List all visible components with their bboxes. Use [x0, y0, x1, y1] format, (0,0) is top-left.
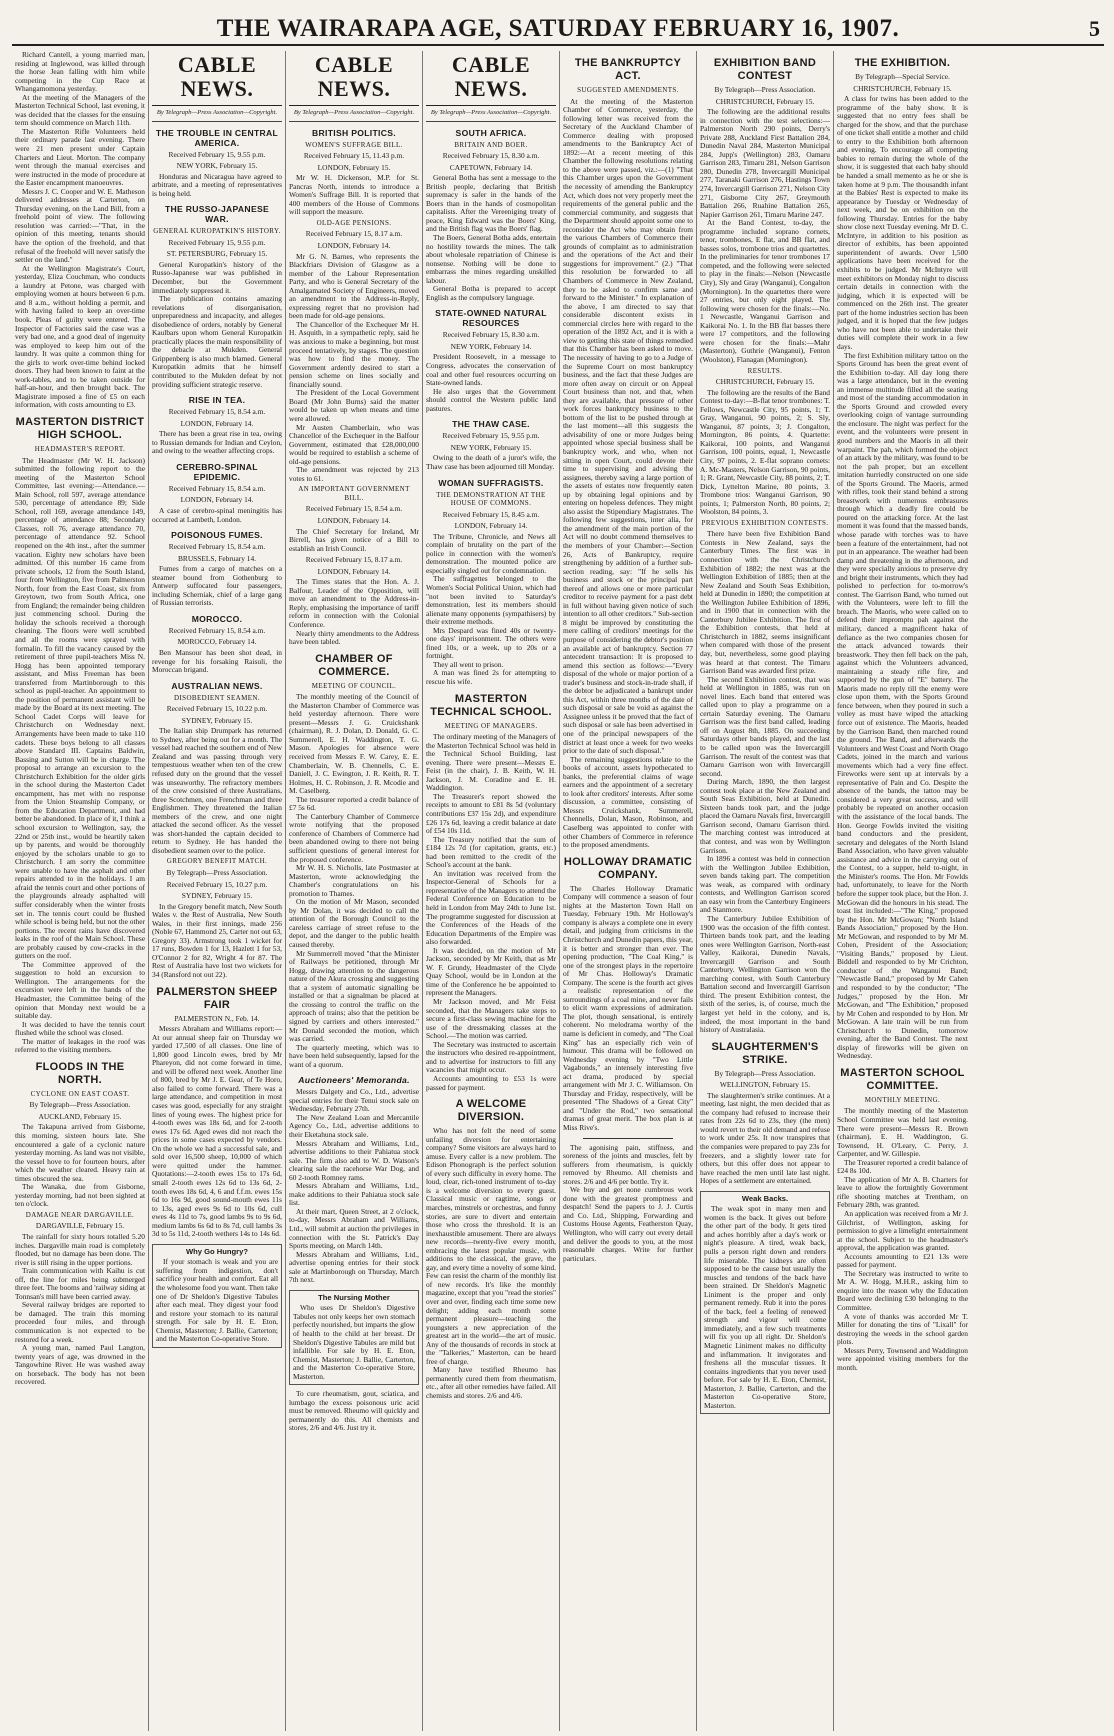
news-paragraph: An application was received from a Mr J. Gilchrist, of Wellington, asking for permission to give a limelight entertainment at the school. Subject to the headmaster's approval, the application was granted. [837, 1209, 968, 1253]
news-paragraph: The Chief Secretary for Ireland, Mr Birrell, has given notice of a Bill to establish an Irish Council. [289, 526, 419, 553]
news-paragraph: The President of the Local Government Board (Mr John Burns) said the matter would be taken up when means and time were allowed. [289, 388, 419, 423]
received-line: Received February 15, 9.55 p.m. [442, 431, 540, 441]
article-subheading: GREGORY BENEFIT MATCH. [166, 857, 268, 866]
news-paragraph: The Canterbury Jubilee Exhibition of 1900 was the occasion of the fifth contest. Thirteen bands took part, and the leading ones were Wellington Garrison, North-east Valley, Kaikorai, Dunedin Navals, Invercargill Garrison and South Canterbury. Wellington Garrison won the marching contest, with South Canterbury Battalion second and Invercargill Garrison third. The present Exhibition contest, the sixth of the series, is, of course, much the largest yet held in the colony, and is, indeed, the most important in the band history of Australasia. [700, 913, 830, 1035]
news-paragraph: Accounts amounting to £21 13s were passed for payment. [837, 1251, 968, 1270]
news-paragraph: During March, 1890, the then largest contest took place at the New Zealand and South Seas Exhibition, held at Dunedin. Sixteen bands took part, and the judge placed the Oamaru Navals first, Invercargill Garrison second, Oamaru Garrison third. The marching contest was introduced at that contest, and was won by Wellington Garrison. [700, 777, 830, 855]
news-paragraph: Honduras and Nicaragua have agreed to arbitrate, and a meeting of representatives is being held. [152, 171, 282, 198]
article-headline: BRITISH POLITICS. [312, 127, 396, 138]
advertisement-heading: The Nursing Mother [318, 1292, 390, 1302]
news-paragraph: Mr Summerrell moved "that the Minister of Railways be petitioned, through Mr Hogg, drawing attention to the dangerous nature of the Akura crossing and suggesting that a system of automatic signalling be installed or that a signalman be placed at the crossing to control the traffic on the approach of trains; also that the petition be signed by carriers and others interested." Mr Donald seconded the motion, which was carried. [289, 948, 419, 1044]
article-headline: MOROCCO. [191, 613, 243, 624]
article-headline: EXHIBITION BAND CONTEST [713, 57, 817, 82]
article-headline: AUSTRALIAN NEWS. [171, 680, 263, 691]
advertisement-text: Who uses Dr Sheldon's Digestive Tabules not only keeps her own stomach perfectly nourished, but imparts the glow of health to the child at her breast. Dr Sheldon's Digestive Tabules are mild but infallible. For sale by H. E. Eton, Chemist, Masterton; J. Ballie, Carterton, and the Masterton Co-operative Store, Masterton. [293, 1303, 415, 1381]
article-headline: MASTERTON SCHOOL COMMITTEE. [840, 1066, 965, 1092]
dateline: DARGAVILLE, February 15. [35, 1221, 125, 1231]
column-7 [834, 51, 971, 1731]
newspaper-title: THE WAIRARAPA AGE, SATURDAY FEBRUARY 16, 1907. [216, 15, 900, 42]
byline: By Telegraph—Press Association. [714, 1068, 816, 1078]
byline: By Telegraph—Press Association—Copyright. [289, 109, 419, 122]
news-paragraph: General Kuropatkin's history of the Russo-Japanese war was published in December, but the Government immediately suppressed it. [152, 259, 282, 295]
news-paragraph: The second Exhibition contest, that was held at Wellington in 1885, was run on novel lines. Each band that entered was called upon to play a programme on a certain Saturday evening. The Oamaru Garrison was the first band called, leading off on August 8th, 1885. On succeeding Saturdays other bands played, and the last to be called upon was the Invercargill Garrison. The result of the contest was that Oamaru Garrison won with Invercargill second. [700, 674, 830, 778]
dateline: MOROCCO, February 14. [177, 637, 257, 647]
article-headline: CHAMBER OF COMMERCE. [315, 652, 393, 678]
advertisement [700, 1191, 830, 1415]
news-paragraph: At the meeting of the Masterton Chamber of Commerce, yesterday, the following letter was received from the Secretary of the Auckland Chamber of Commerce dealing with proposed amendments to the Bankruptcy Act of 1892:—At a recent meeting of this Chamber the following resolutions relating to the above were passed, viz.:—(1) "That this Chamber urges upon the Government the necessity of amending the Bankruptcy Act, which does not very properly meet the requirements of the general public and the commercial community, and suggests that the Department should appoint some one to reconsider the Act who may obtain from the various Chambers of Commerce their grounds of complaint as to administration and the operations of the Act and their suggestions for improvement." (2.) "That this resolution be forwarded to all Chambers of Commerce in New Zealand, they to be asked to confirm same and forward to the Minister." In explanation of the above, I am directed to say that considerable discontent exists in commercial circles here with regard to the operation of the 1892 Act, and it is with a view to getting this state of things remedied that this Chamber has been asked to move. The necessity of having to go to a Judge of the Supreme Court on most bankruptcy business, and the fact that these Judges are more often away on circuit or on Appeal Court business than not, and that, when they are available, that pressure of other work forces bankruptcy business to the bottom of the list to be pushed through at the last moment—all this suggests the advisability of one or more Judges being appointed whose special business shall be bankruptcy work, and who, when not sitting in open Court, could devote their time to supervising and advising the assignees, thereby saving a large portion of the assets of estates now frequently eaten up by obtaining legal opinions and by entering on hopeless defences. They might also assist the Stipendiary Magistrates. The following few suggestions, inter alia, for the amendment of the main portion of the Act will no doubt commend themselves to the members of your Chamber:—Section 26, Acts of Bankruptcy, require strengthening by addition of a further sub-section reading, say: "If he sells his business and stock or the principal part thereof and allows one or more particular creditor to receive payment for a past debt in full without having given notice of such intention to all other creditors." Sub-section 8 might be improved by constituting the mere calling of creditors' meetings for the purpose of considering the debtor's position an available act of bankruptcy. Section 77 antecedent transaction: It is proposed to amend this section as follows:—"Every disposal of the whole or major portion of a trader's business and stock-in-trade shall, if the debtor be adjudicated a bankrupt under this Act, within three months of the date of such disposal or sale be void as against the Assignee unless it be proved that the fact of such disposal or sale has been advertised in one of the principal newspapers of the district at least once a week for two weeks prior to the date of such disposal." [563, 96, 693, 756]
article-headline: MASTERTON TECHNICAL SCHOOL. [430, 692, 552, 718]
dateline: CHRISTCHURCH, February 15. [715, 96, 815, 106]
news-paragraph: The treasurer reported a credit balance of £7 5s 6d. [289, 794, 419, 813]
news-paragraph: The Canterbury Chamber of Commerce wrote notifying that the proposed conference of Chambers of Commerce had been abandoned owing to there not being sufficient questions of general interest for the proposed conference. [289, 811, 419, 864]
advertisement [289, 1290, 419, 1385]
byline: By Telegraph—Press Association. [166, 868, 268, 877]
article-subheading: OLD-AGE PENSIONS. [316, 218, 392, 227]
section-banner: CABLE NEWS. [152, 51, 282, 106]
news-paragraph: In the Gregory benefit match, New South Wales v. the Rest of Australia, New South Wales, in their first innings, made 256 (Noble 67, Hammond 25, Carter not out 63, Gregory 33). Armstrong took 1 wicket for 17 runs, Bowden 1 for 13, Hazlett 1 for 53, O'Connor 2 for 82, Wright 4 for 87. The Rest of Australia have lost two wickets for 34 (Ransford not out 22). [152, 901, 282, 980]
advertisement-text: If your stomach is weak and you are suffering from indigestion, don't sacrifice your health and comfort. Eat all the wholesome food you want. Then take one of Dr Sheldon's Digestive Tabules after each meal. They digest your food and restore your stomach to its natural strength. For sale by H. E. Eton, Chemist, Masterton; J. Ballie, Carterton; and the Masterton Co-operative Store. [156, 1257, 278, 1344]
article-headline: FLOODS IN THE NORTH. [35, 1060, 125, 1086]
news-paragraph: A vote of thanks was accorded Mr T. Miller for donating the tins of "Lixall" for destroying the weeds in the school garden plots. [837, 1311, 968, 1347]
divider [583, 1138, 673, 1139]
dateline: ST. PETERSBURG, February 15. [166, 249, 268, 259]
news-paragraph: In 1896 a contest was held in connection with the Wellington Jubilee Exhibition, seven bands taking part. The competition was weak, as compared with ordinary contests, and Wellington Garrison scored an easy win from the Canterbury Engineers and Stanmore. [700, 854, 830, 915]
news-paragraph: The monthly meeting of the Council of the Masterton Chamber of Commerce was held yesterday afternoon. There were present—Messrs J. G. Cruickshank (chairman), R. J. Dolan, D. Donald, G. C. Summerell, E. H. Waddington, T. G. Mason. Apologies for absence were received from Messrs F. W. Carey, E. E. Chamberlain, W. B. Chennells, C. E. Daniell, J. C. Ewington, J. R. Keith, R. T. Holmes, H. C. Robinson, J. R. Mcodie and M. Caselberg. [289, 692, 419, 796]
article-subheading: DAMAGE NEAR DARGAVILLE. [25, 1210, 135, 1219]
news-paragraph: The Headmaster (Mr W. H. Jackson) submitted the following report to the meeting of the Masterton School Committee, last evening:—Attendance.—Main School, roll 597, average attendance 530, percentage of attendance 89; Side School, roll 169, average attendance 149, percentage of attendance 88; Secondary Classes, roll 76, average attendance 70, percentage of attendance 92. School reopened on the 4th inst., after the summer vacation. Eighty new scholars have been admitted. Of this number 16 came from private schools, 12 from the South Island, four from Wellington, five from Palmerston North, four from the East Coast, six from Greytown, two from South Africa, one from England; the remainder being children just commencing school. During the holiday the schools received a thorough cleaning. The floors were well scrubbed and all the rooms were sprayed with formalin. To fill the vacancy caused by the retirement of three pupil-teachers Miss N. Hogg has been appointed temporary assistant, and Miss Freeman has been transferred from Martinborough to this school as pupil-teacher. An appointment to the position of permanent assistant will be made by the Board at its next meeting. The School Cadet Corps will leave for Christchurch on Wednesday next. Arrangements have been made to take 110 cadets. These boys belong to all classes above Standard III. Captains Baldwin, Bassing and Sutton will be in charge. The proposal to arrange an excursion to the Christchurch Exhibition for the older girls in the school during the Masterton Cadet encampment, has met with no response from the Union Steamship Company, or from the Education Department, and had better be abandoned. In place of it, I think a school excursion to Wellington, say, the 22nd or 25th inst., would be heartily taken up by parents, and would be thoroughly enjoyed by the scholars unable to go to Christchurch. I am sorry the committee were unable to have the asphalt and other repairs attended to in the holidays. I am afraid the tennis court and other portions of the playgrounds already asphalted will suffer considerably when the winter frosts set in. The tennis court could be flushed while school is being held, but not the other portions. The recent rains have discovered leaks in the roof of the Main School. These are probably caused by cow-cracks in the gutters on the roof. [15, 455, 145, 961]
dateline: SYDNEY, February 15. [181, 891, 253, 901]
dateline: LONDON, February 15. [317, 162, 391, 172]
news-paragraph: The following are the results of the Band Contest to-day:—B-flat tenor trombones: T. Fellows, Newcastle City, 95 points, 1; T. Gray, Wanganui, 90 points, 2; S. Sly, Wanganui, 87 points, 3; J. Congalton, Mornington, 86 points, 4. Quartette: Kaikorai, 100 points, and Wanganui Garrison, 100 points, equal, 1, Newcastle City, 97 points, 2. E-flat soprano cornets: A. Mc-Masters, Nelson Garrison, 90 points, 1; R. Grant, Newcastle City, 88 points, 2; T. Dick, Lyttelton Marine, 80 points, 3. Trombone trios: Wanganui Garrison, 90 points, 1; Palmerston North, 80 points, 2; Woolston, 84 points, 3. [700, 387, 830, 517]
news-paragraph: General Botha has sent a message to the British people, declaring that British supremacy is safer in the hands of the Boers than in the hands of cosmopolitan capitalists. After the Vereeniging treaty of peace, King Edward was the Boers' King, and the British flag was the Boers' flag. [426, 173, 556, 234]
received-line: Received February 15, 8.54 a.m. [305, 504, 403, 514]
news-paragraph: At their mart, Queen Street, at 2 o'clock, to-day, Messrs Abraham and Williams, Ltd., will submit at auction the privileges in connection with the St. Patrick's Day Sports meeting, on March 14th. [289, 1206, 419, 1251]
received-line: Received February 15, 11.43 p.m. [303, 151, 405, 161]
column-4 [423, 51, 560, 1731]
news-paragraph: It was decided to have the tennis court flushed while the school was closed. [15, 1019, 145, 1038]
received-line: Received February 15, 9.55 p.m. [168, 237, 266, 247]
news-paragraph: An invitation was received from the Inspector-General of Schools for a representative of the Managers to attend the Federal Conference on Education to be held in London from May 24th to June 1st. The programme suggested for discussion at the Conferences of the Heads of the Education Departments of the Empire was also forwarded. [426, 868, 556, 947]
dateline: NEW YORK, February 15. [450, 442, 532, 452]
article-subheading: PREVIOUS EXHIBITION CONTESTS. [701, 518, 829, 527]
news-paragraph: Train communication with Kaihu is cut off, the line for miles being submerged three feet. The booms and 'railway siding at Tonnsan's mill have been carried away. [15, 1266, 145, 1301]
news-paragraph: The Secretary was instructed to ascertain the instructors who desired re-appointment, and to advertise for instructors to fill any vacancies that might occur. [426, 1039, 556, 1075]
news-paragraph: The Committee approved of the suggestion to hold an excursion to Wellington. The arrangements for the excursion were left in the hands of the Headmaster, the Committee being of the opinion that Monday next would be a suitable day. [15, 959, 145, 1021]
news-paragraph: Messrs J. C. Cooper and W. E. Matheson delivered addresses at Carterton, on Thursday evening, on the Land Bill, from a freehold point of view. The following resolution was carried:—"That, in the opinion of this meeting, tenants should have the option of the freehold, and that refusal of the freehold will never satisfy the settler on the land." [15, 186, 145, 265]
news-paragraph: The Italian ship Drumpark has returned to Sydney, after being out for a month. The vessel had reached the southern end of New Zealand and was passing through very tempestuous weather when ten of the crew refused duty on the ground that the vessel was unseaworthy. The refractory members of the crew consisted of three Australians, three Scotchmen, one Frenchman and three Englishmen. They threatened the Italian members of the crew, and one night attacked the second officer. As the vessel was short-handed the captain decided to return to Sydney. He has handed the disobedient seamen over to the police. [152, 726, 282, 855]
advertisement-text: We buy and get none cumbrous work done with the greatest promptness and despatch! Send the papers to J. J. Curtis and Co. Ltd., Shipping, Forwarding and Customs House Agents, Featherston Quay, Wellington, who will carry out every detail and deliver the goods to you, at the most reasonable charges. Write for further particulars. [563, 1185, 693, 1263]
article-subheading: DISOBEDIENT SEAMEN. [173, 693, 261, 702]
news-paragraph: Ben Mansour has been shot dead, in revenge for his forsaking Raisuli, the Moroccan brigand. [152, 647, 282, 675]
advertisement-text: The agonising pain, stiffness, and soreness of the joints and muscles, felt by sufferers from rheumatism, is quickly removed by Rheumo. All chemists and stores. 2/6 and 4/6 per bottle. Try it. [563, 1142, 693, 1186]
advertisement-text: To cure rheumatism, gout, sciatica, and lumbago the excess poisonous uric acid must be removed. Rheumo will quickly and permanently do this. All chemists and stores, 2/6 and 4/6. Just try it. [289, 1389, 419, 1433]
advertisement [152, 1244, 282, 1348]
dateline: PALMERSTON N., Feb. 14. [174, 1013, 260, 1023]
dateline: CHRISTCHURCH, February 15. [715, 377, 815, 387]
article-headline: Auctioneers' Memoranda. [298, 1075, 410, 1086]
news-paragraph: The ordinary meeting of the Managers of the Masterton Technical School was held in the Technical School Building, last evening. There were present—Messrs E. Feist (in the chair), J. B. Keith, W. H. Jackson, J. M. Coradine and E. H. Waddington. [426, 732, 556, 793]
section-banner: CABLE NEWS. [426, 51, 556, 106]
news-paragraph: The Times states that the Hon. A. J. Balfour, Leader of the Opposition, will move an amendment to the Address-in-Reply, emphasising the importance of tariff reform in connection with the Colonial Conference. [289, 577, 419, 629]
news-paragraph: At the Band Contest, to-day, the programme included soprano cornets, tenor, trombones, E flat, and BB flat, and basses solos, trombone trios and quartettes. In the preliminaries for tenor trombones 17 competed, and the following were selected to play in the finals:—Nelson (Newcastle City), Sly and Gray (Wanganui), Congalton (Mornington). In the quartettes there were 27 entries, but only eight played. The following were chosen for the finals:—No. 1 Newcastle, Wanganui Garrison and Kaikorai No. 1. In the BB flat basses there were 17 competitors, and the following were chosen for the finals:—Mahr (Masterton), Guthrie (Wanganui), Fenton (Woolston), Flanagan (Mornington). [700, 218, 830, 364]
news-paragraph: The publication contains amazing revelations of disorganisation, unpreparedness and incapacity, and alleges disobedience of orders, notably by General Kaulbars upon whom General Kuropatkin practically places the main responsibility of the debacle at Mukden. General Grippenberg is also much blamed. General Kuropatkin admits that he himself contributed to the Mukden defeat by not providing sufficient strategic reserve. [152, 294, 282, 389]
news-paragraph: Messrs Abraham and Williams, Ltd., make additions to their Pahiatua stock sale list. [289, 1181, 419, 1208]
article-headline: SOUTH AFRICA. [455, 127, 527, 138]
advertisement-heading: Weak Backs. [741, 1193, 789, 1203]
news-paragraph: A case of cerebro-spinal meningitis has occurred at Lambeth, London. [152, 505, 282, 524]
news-paragraph: Mr Jackson moved, and Mr Feist seconded, that the Managers take steps to secure a first-class sewing machine for the use of the dressmaking classes at the School.—The motion was carried. [426, 997, 556, 1041]
received-line: Received February 15, 8.30 a.m. [442, 330, 540, 340]
dateline: LONDON, February 14. [317, 515, 391, 525]
page-number: 5 [1089, 16, 1100, 41]
news-paragraph: Messrs Dalgety and Co., Ltd., advertise special entries for their Tenui stock sale on Wednesday, February 27th. [289, 1087, 419, 1114]
news-paragraph: The Treasurer reported a credit balance of £24 8s 10d. [837, 1157, 968, 1176]
news-paragraph: The application of Mr A. B. Charters for leave to allow the fortnightly Government rifle shooting matches at Trentham, on February 28th, was granted. [837, 1174, 968, 1210]
article-subheading: AN IMPORTANT GOVERNMENT BILL. [298, 485, 410, 502]
news-paragraph: Owing to the death of a juror's wife, the Thaw case has been adjourned till Monday. [426, 453, 556, 471]
news-paragraph: Who has not felt the need of some unfailing diversion for entertaining company? Some visitors are always hard to amuse. Every caller is a new problem. The Edison Phonograph is the perfect solution of every such difficulty in every home. The loud, clear, rich-toned instrument of to-day is a welcome diversion to every guest. Classical music or ragtime, songs or marches, minstrels or orchestras, and funny stories, are sure to divert and entertain those who cross the threshold. It is an inexhaustible amusement. There are always new records—twenty-five every month, embracing the latest popular music, with additions to the classical, the grave, the gay, and every time a novelty of some kind. Few can resist the charm of the monthly list of new records. It's like the monthly magazine, except that you "read the stories" over and over, finding each time some new delight; adding each month some permanent pleasure—teaching the youngsters a new appreciation of the greatest art in the world—the art of music. Any of the thousands of records in stock at the "Talkeries," Masterton, can be heard free of charge. [426, 1126, 556, 1366]
dateline: SYDNEY, February 15. [181, 715, 253, 725]
byline: By Telegraph—Special Service. [855, 72, 950, 81]
received-line: Received February 15, 8.54 a.m. [168, 625, 266, 635]
news-paragraph: There have been five Exhibition Band Contests in New Zealand, says the Canterbury Times. The first was in connection with the Christchurch Exhibition of 1882; the next was at the Wellington Exhibition of 1885; then at the New Zealand and South Seas Exhibition, held at Dunedin in 1890; the competition at the Wellington Jubilee Exhibition of 1896, and in 1900 that in connection with the Canterbury Jubilee Exhibition. The first of the Exhibition contests, that held at Christchurch in 1882, seems insignificant when compared with those of the present day, but, nevertheless, some good playing was heard at that contest. The Timaru Garrison Band was awarded first prize. [700, 529, 830, 676]
article-subheading: RESULTS. [747, 366, 783, 375]
news-paragraph: The Tribune, Chronicle, and News all complain of brutality on the part of the police in connection with the women's demonstration. The mounted police are especially singled out for condemnation. [426, 531, 556, 575]
news-paragraph: Mr W. H. Dickenson, M.P. for St. Pancras North, intends to introduce a Women's Suffrage Bill. It is reported that 400 members of the House of Commons will support the measure. [289, 173, 419, 217]
dateline: NEW YORK, February 15. [176, 161, 258, 171]
article-headline: THE TROUBLE IN CENTRAL AMERICA. [155, 127, 279, 148]
article-headline: WOMAN SUFFRAGISTS. [438, 477, 544, 488]
article-subheading: BRITAIN AND BOER. [454, 140, 528, 149]
article-subheading: MEETING OF COUNCIL. [311, 681, 397, 690]
news-paragraph: A class for twins has been added to the programme of the baby show. It is suggested that no entry fees shall be charged for the show, and that the purchase of one ticket shall entitle a mother and child to entry to the Exhibition both afternoon and evening. To encourage all competing babies to remain during the whole of the show, it is suggested that each baby should be handed a small memento as he or she is taken home at 9 p.m. The thousandth infant at the Babies' Rest is expected to make its appearance by Tuesday or Wednesday of next week, and be on exhibition on the following Thursday. Entries for the baby show close next Tuesday evening. Mr D. C. McIntyre, in addition to his position as director of exhibits, has been appointed superintendent of awards. Over 1,500 applications have been received for the exhibits to be judged. Mr McIntyre will meet exhibitors on Monday night to discuss certain details in connection with the judging, which it is expected will be commenced on the 26th inst. The greater part of the home industries section has been judged, and it is hoped that the few judges who have not been able to undertake their duties will complete their work in a few days. [837, 94, 968, 351]
byline: By Telegraph—Press Association. [714, 85, 816, 94]
advertisement-heading: Why Go Hungry? [185, 1246, 248, 1256]
article-subheading: CYCLONE ON EAST COAST. [30, 1089, 130, 1098]
news-paragraph: A young man, named Paul Langton, twenty years of age, was drowned in the Tangowhine River. He was washed away on horseback. The body has not been recovered. [15, 1343, 145, 1387]
news-paragraph: The monthly meeting of the Masterton School Committee was held last evening. There were present—Messrs R. Brown (chairman), E. H. Waddington, G. Townsend, H. O'Leary, C. Perry, J. Carpenter, and W. Gillespie. [837, 1106, 968, 1159]
received-line: Received February 15, 10.22 p.m. [166, 704, 268, 714]
news-paragraph: Several railway bridges are reported to be damaged. The train this morning proceeded four miles, and through communication is not expected to be restored for a week. [15, 1300, 145, 1344]
news-paragraph: There has been a great rise in tea, owing to Russian demands for Indian and Ceylon, and owing to the weather affecting crops. [152, 429, 282, 456]
received-line: Received February 15, 8.54 a.m. [168, 407, 266, 417]
news-paragraph: Nearly thirty amendments to the Address have been tabled. [289, 628, 419, 647]
news-paragraph: The New Zealand Loan and Mercantile Agency Co., Ltd., advertise additions to their Eketahuna stock sale. [289, 1112, 419, 1139]
received-line: Received February 15, 8.45 a.m. [442, 509, 540, 519]
article-headline: RISE IN TEA. [188, 395, 246, 406]
article-subheading: GENERAL KUROPATKIN'S HISTORY. [153, 227, 281, 236]
news-paragraph: The Masterton Rifle Volunteers held their ordinary parade last evening. There were 21 men present under Captain Charters and Lieut. Morton. The company went through the manual exercises and were instructed in the mode of procedure at the Easter encampment manoeuvres. [15, 126, 145, 188]
received-line: Received February 15, 8.17 a.m. [305, 555, 403, 565]
news-paragraph: The suffragettes belonged to the Women's Social Political Union, which had "not been invited to Saturday's demonstration, lest its members should alienate many opponents (sympathisers) by their extreme methods. [426, 574, 556, 627]
news-paragraph: It was decided, on the motion of Mr Jackson, seconded by Mr Keith, that as Mr W. F. Grundy, Headmaster of the Clyde Quay School, would be in London at the time of the Conference he be appointed to represent the Managers. [426, 945, 556, 998]
news-paragraph: Many have testified Rheumo has permanently cured them from rheumatism, etc., after all other remedies have failed. All chemists and stores. 2/6 and 4/6. [426, 1365, 556, 1400]
column-2 [149, 51, 286, 1731]
column-3 [286, 51, 423, 1731]
dateline: LONDON, February 14. [180, 418, 254, 428]
dateline: LONDON, February 14. [317, 566, 391, 576]
dateline: CHRISTCHURCH, February 15. [853, 83, 952, 93]
byline: By Telegraph—Press Association—Copyright. [426, 109, 556, 122]
article-headline: POISONOUS FUMES. [171, 530, 263, 541]
received-line: Received February 15, 8.54 a.m. [168, 542, 266, 552]
article-headline: HOLLOWAY DRAMATIC COMPANY. [563, 855, 693, 881]
column-5 [560, 51, 697, 1731]
byline: By Telegraph—Press Association—Copyright. [152, 109, 282, 122]
news-paragraph: Accounts amounting to £53 1s were passed for payment. [426, 1073, 556, 1092]
dateline: BRUSSELS, February 14. [177, 553, 257, 563]
news-paragraph: A man was fined 2s for attempting to rescue his wife. [426, 668, 556, 686]
news-paragraph: Mr W. H. S. Nicholls, late Postmaster at Masterton, wrote acknowledging the Chamber's congratulations on his promotion to Thames. [289, 863, 419, 898]
article-subheading: HEADMASTER'S REPORT. [34, 444, 126, 453]
column-6 [697, 51, 834, 1731]
article-subheading: MONTHLY MEETING. [864, 1095, 941, 1104]
received-line: Received February 15, 8.30 a.m. [442, 151, 540, 161]
news-paragraph: Messrs Abraham and Williams, Ltd., advertise opening entries for their stock sale at Martinborough on Thursday, March 7th next. [289, 1249, 419, 1285]
dateline: LONDON, February 14. [317, 241, 391, 251]
news-paragraph: At the meeting of the Managers of the Masterton Technical School, last evening, it was decided that the classes for the ensuing term should commence on March 11th. [15, 92, 145, 128]
news-paragraph: Messrs Abraham and Williams report:—At our annual sheep fair on Thursday we yarded 17,500 of all classes. One line of 1,800 good Lincoln ewes, bred by Mr Phareyon, did not come forward in time, and will be offered next week. Another line of 800, bred by Mr J. E. Gear, of Te Horo, also failed to come forward. There was a large attendance, and competition in most cases was good, especially for any straight lines of young ewes. The highest price for 4-tooth ewes was 18s 6d, and for 2-tooth ewes 17s 6d. Aged ewes did not reach the prices in some cases expected by vendors. On the whole we had a successful sale, and sold over 16,500 sheep, 10,000 of which were quitted under the hammer. Quotations:—2-tooth ewes 15s to 17s 6d, small 2-tooth ewes 12s 6d to 13s 6d, 2-tooth ewes 18s 6d, 4, 6 and f.f.m. ewes 15s 6d to 16s 9d, good sound-mouth ewes 11s to 13s, aged ewes 9s 6d to 10s 6d, cull ewes 4s 11d to 7s, good lambs 9s to 9s 6d, medium lambs 6s 6d to 8s 7d, cull lambs 3s 3d to 5s 11d, 2-tooth wethers 14s to 14s 6d. [152, 1024, 282, 1239]
news-paragraph: The Chancellor of the Exchequer Mr H. H. Asquith, in a sympathetic reply, said he was anxious to make a beginning, but must proceed tentatively, by stages. The question was how to find the money. The Government ardently desired to start a pension scheme on lines socially and financially sound. [289, 319, 419, 389]
article-headline: THE RUSSO-JAPANESE WAR. [164, 204, 270, 225]
article-headline: PALMERSTON SHEEP FAIR [156, 985, 278, 1011]
news-paragraph: The Charles Holloway Dramatic Company will commence a season of four nights at the Masterton Town Hall on Tuesday, February 19th. Mr Holloway's company is always a complete one in every detail, and judging from criticisms in the Christchurch and Dunedin papers, this year, it is better and stronger than ever. The opening production, "The Coal King," is one of the strongest plays in the repertoire of Mr Chas. Holloway's Dramatic Company. The scene is the fourth act gives a realistic representation of the surroundings of a coal mine, and never fails to elicit warm expressions of admiration. The plot, though sensational, is entirely coherent. No melodrama worthy of the name is deficient in comedy, and "The Coal King" has an especially rich vein of humour. This drama will be followed on Wednesday evening by "Two Little Vagabonds," an intensely interesting five act drama, produced by special arrangement with Mr J. C. Williamson. On Thursday and Friday, respectively, will be presented "The Shadows of a Great City" and "Under the Rod," two sensational dramas of great merit. The box plan is at Miss Rive's. [563, 883, 693, 1132]
dateline: CAPETOWN, February 14. [449, 162, 533, 172]
article-headline: STATE-OWNED NATURAL RESOURCES [435, 308, 547, 329]
news-paragraph: President Roosevelt, in a message to Congress, advocates the conservation of coal and other fuel resources occurring on State-owned lands. [426, 352, 556, 388]
news-paragraph: The rainfall for sixty hours totalled 5.20 inches. Dargaville main road is completely flooded, but no damage has been done. The river is still rising in the upper portions. [15, 1232, 145, 1267]
article-headline: A WELCOME DIVERSION. [455, 1098, 527, 1124]
article-headline: THE EXHIBITION. [854, 57, 951, 69]
news-paragraph: The remaining suggestions relate to the books of account, assets hypothecated to banks, the preferential claims of wage earners and the appointment of a secretary to look after creditors' interests. After some discussion, a committee, consisting of Messrs Cruickshank, Summerell, Chennells, Dolan, Mason, Robinson, and Caselberg was appointed to confer with other Chambers of Commerce in reference to the proposed amendments. [563, 754, 693, 850]
news-paragraph: Mr Austen Chamberlain, who was Chancellor of the Exchequer in the Balfour Government, estimated that £28,000,000 would be required to establish a scheme of old-age pensions. [289, 422, 419, 466]
byline: By Telegraph—Press Association. [29, 1100, 131, 1110]
article-headline: MASTERTON DISTRICT HIGH SCHOOL. [15, 415, 145, 441]
news-paragraph: On the motion of Mr Mason, seconded by Mr Dolan, it was decided to call the attention of the Borough Council to the careless carriage of street refuse to the depot, and the danger to the public health caused thereby. [289, 897, 419, 950]
article-subheading: THE DEMONSTRATION AT THE HOUSE OF COMMONS. [436, 490, 546, 508]
received-line: Received February 15, 8.17 a.m. [305, 229, 403, 239]
dateline: AUCKLAND, February 15. [38, 1111, 122, 1121]
news-paragraph: Mrs Despard was fined 40s or twenty-one days' imprisonment. The others were fined 10s, or a week, up to 20s or a fortnight. [426, 625, 556, 661]
news-paragraph: The Wanaka, due from Gisborne, yesterday morning, had not been sighted at ten o'clock. [15, 1182, 145, 1209]
news-paragraph: Richard Cantell, a young married man, residing at Inglewood, was killed through the horse Jean falling with him while competing in the Cup Race at Whangamomona yesterday. [15, 51, 145, 94]
news-paragraph: The quarterly meeting, which was to have been held subsequently, lapsed for the want of a quorum. [289, 1042, 419, 1069]
news-paragraph: The Boers, General Botha adds, entertain no hostility towards the mines. The talk about wholesale repatriation of Chinese is nonsense. Nothing will be done to embarrass the mines regarding unskilled labour. [426, 233, 556, 285]
article-headline: THE THAW CASE. [452, 419, 530, 430]
news-paragraph: The slaughtermen's strike continues. At a meeting, last night, the men decided that as the company had refused to increase their rates from 22s 6d to 23s, they (the men) would revert to their old demand and refuse to work under 25s. It now transpires that the companies were prepared to pay 23s for freezers, and a slightly lower rate for others, but this offer does not appear to have reached the men until late last night. Hopes of a settlement are entertained. [700, 1090, 830, 1186]
news-paragraph: The Takapuna arrived from Gisborne, this morning, sixteen hours late. She encountered a gale of a cyclonic nature yesterday morning. As land was not visible, the vessel hove to for fourteen hours, after which the weather cleared. Heavy rain at times obscured the sea. [15, 1122, 145, 1183]
news-paragraph: The matter of leakages in the roof was referred to the visiting members. [15, 1036, 145, 1055]
article-headline: THE BANKRUPTCY ACT. [574, 57, 682, 82]
dateline: NEW YORK, February 14. [450, 341, 532, 351]
news-paragraph: They all went to prison. [433, 659, 504, 669]
news-paragraph: The Treasurer's report showed the receipts to amount to £81 8s 5d (voluntary contributions £37 15s 2d), and expenditure £26 17s 6d, leaving a credit balance at date of £54 10s 11d. [426, 791, 556, 836]
dateline: LONDON, February 14. [180, 495, 254, 505]
article-headline: CEREBRO-SPINAL EPIDEMIC. [176, 461, 258, 482]
news-paragraph: The first Exhibition military tattoo on the Sports Ground has been the great event of the Exhibition to-day. All day long there was a large attendance, but in the evening an immense multitude filled all the seating and most of the standing accommodation in the Sports Ground and crowded every overlooking coign of vantage surrounding the enclosure. The night was perfect for the event, and the volunteers were present in good numbers and the Maoris in all their warpaint. The pah, which formed the object of an attack by the military, was found to be not the pah proper, but an excellent imitation hurriedly constructed on one side of the Sports Ground. The Maoris, armed with rifles, took their stand behind a strong breastwork with numerous embrasures through which a deadly fire could be poured on the attacking force. At the last moment it was found that the massed bands, whose parade with torches was to have been a feature of the entertainment, had not put in an appearance. The weather had been damp and threatening in the afternoon, and they were specially anxious to preserve dry and bright their instruments, which they had polished to perfection for to-morrow's contest. The Garrison Band, who turned out with the Volunteers, were left to fill the breach. The Maoris, who were called on to defend their impromptu pah against the military, danced a magnificent haka of defiance as the two companies chosen for the attack advanced towards their breastwork. They then fell back on the pah, against which the Volunteers advanced, maintaining a steady rifle fire, and supported by the gun of "E" battery. The Maoris made no reply till the enemy were close upon them, with the Sports Ground fence between, when they poured in such a volley as must have wiped the attacking force out of existence. The Maoris, headed by the Garrison Band, then marched round the ground. The Band, and afterwards the Volunteers and West Coast and North Otago Cadets, joined in the march and various movements which had a very fine effect. Fireworks were sent up at intervals by a representative of Pain and Co. Despite the absence of the bands, the tattoo may be considered a very great success, and will probably be repeated on another occasion with the assistance of the local bands. The Hon. George Fowlds invited the visiting band conductors and the president, secretary and delegates of the North Island Band Association, who have given valuable assistance and advice in the carrying out of the Contest, to a supper, held to-night, in the Minister's rooms. The Hon. Mr Fowlds had, unfortunately, to leave for the North before the supper took place, but the Hon. J. McGowan did the honours in his stead. The toast list included:—"The King," proposed by the Hon. Mr McGowan; "North Island Bands Association," proposed by the Hon. Mr McGowan, and responded to by Mr M. Cohen, President of the Association; "Visiting Bands," proposed by Lieut. Biddell and responded to by Mr Crichton, conductor of the Wanganui Band; "Newcastle Band," proposed by Mr Cahen and responded to by the conductor; "The Judges," proposed by the Hon. Mr McGowan, and "The Exhibition," proposed by Mr Cohen and responded to by Hon. Mr McGowan. A late train will be run from Christchurch to Dunedin, tomorrow evening, after the Band Contest. The next display of fireworks will be given on Wednesday. [837, 350, 968, 1061]
news-paragraph: The following are the additional results in connection with the test selections:—Palmerston North 290 points, Derry's Private 288, Auckland First Battalion 284, Dunedin Naval 284, Masterton Municipal 284, Jupp's (Wellington) 283, Oamaru Garrison 283, Timaru 281, Nelson Garrison 280, Dunedin 278, Invercargill Municipal 277, Taranaki Garrison 276, Hastings Town 274, Invercargill Garrison 271, Nelson City 271, Gisborne City 267, Greymouth Battalion 266, Ruahine Battalion 265, Napier Garrison 261, Timaru Marine 247. [700, 107, 830, 219]
news-paragraph: Fumes from a cargo of matches on a steamer bound from Gothenburg to Antwerp suffocated four passengers, including Scherniak, chief of a large gang of Russian terrorists. [152, 564, 282, 608]
article-subheading: MEETING OF MANAGERS. [444, 721, 538, 730]
advertisement-text: The weak spot in many men and women is the back. It gives out before the other part of the body. It gets tired and aches horribly after a day's work or night's pleasure. A tired, weak back, pulls a person right down and renders life miserable. The kidneys are often supposed to be the cause but usually the muscles and tendons of the back have been strained. Dr Sheldon's Magnetic Liniment is the proper and only permanent remedy. Rub it into the pores of the back, feel a feeling of renewed strength and vigour will come immediately, and a few such treatments will fix you up all right. Dr. Sheldon's Magnetic Liniment makes no difficulty and inflammation. It invigorates and freshens all the muscular tissues. It contains ingredients that you never used before. For sale by H. E. Eton, Chemist, Masterton, J. Ballie, Carterton, and the Masterton Co-operative Store, Masterton. [704, 1204, 826, 1410]
article-subheading: WOMEN'S SUFFRAGE BILL. [305, 140, 403, 149]
article-subheading: SUGGESTED AMENDMENTS. [577, 86, 679, 94]
news-paragraph: Messrs Abraham and Williams, Ltd., advertise additions to their Pahiatua stock sale. The firm also add to W. D. Watson's clearing sale the racehorse War Dog, and 60 2-tooth Romney rams. [289, 1138, 419, 1182]
column-1 [12, 51, 149, 1731]
news-paragraph: Messrs Perry, Townsend and Waddington were appointed visiting members for the month. [837, 1345, 968, 1372]
news-paragraph: He also urges that the Government should control the Western public land pastures. [426, 386, 556, 413]
news-paragraph: The Treasury notified that the sum of £184 12s 7d (for capitation, grants, etc.) had been remitted to the credit of the School's account at the bank. [426, 834, 556, 870]
news-paragraph: General Botha is prepared to accept English as the compulsory language. [426, 284, 556, 302]
received-line: Received February 15, 9.55 p.m. [168, 149, 266, 159]
news-paragraph: At the Wellington Magistrate's Court, yesterday, Eliza Couchman, who conducts a laundry at Petone, was charged with employing women at hours between 6 p.m. and 8 a.m., without holding a permit, and with having failed to keep an over-time book. Pleas of guilty were entered. The Inspector of Factories said the case was a very bad one, and a good deal of ingenuity was employed to keep him out of the laundry. It was quite a common thing for the girls to work over-time behind locked doors. They had been known to faint at the work-tables, and to be taken outside for half-an-hour, and then brought back. The Magistrate imposed a fine of £5 on each information, with costs amounting to £3. [15, 263, 145, 410]
news-paragraph: The amendment was rejected by 213 votes to 61. [289, 465, 419, 483]
section-banner: CABLE NEWS. [289, 51, 419, 106]
received-line: Received February 15, 10.27 p.m. [166, 879, 268, 889]
dateline: LONDON, February 14. [454, 521, 528, 531]
dateline: WELLINGTON, February 15. [719, 1080, 811, 1090]
news-paragraph: The Secretary was instructed to write to Mr A. W. Hogg, M.H.R., asking him to enquire into the reason why the Education Board were declining £30 belonging to the Committee. [837, 1268, 968, 1313]
news-paragraph: Mr G. N. Barnes, who represents the Blackfriars Division of Glasgow as a member of the Labour Representation Party, and who is General Secretary of the Amalgamated Society of Engineers, moved an amendment to the Address-in-Reply, expressing regret that no provision had been made for old-age pensions. [289, 251, 419, 321]
article-headline: SLAUGHTERMEN'S STRIKE. [711, 1040, 819, 1066]
received-line: Received February 15, 8.54 a.m. [168, 483, 266, 493]
masthead [12, 14, 1104, 46]
columns [12, 51, 1104, 1731]
